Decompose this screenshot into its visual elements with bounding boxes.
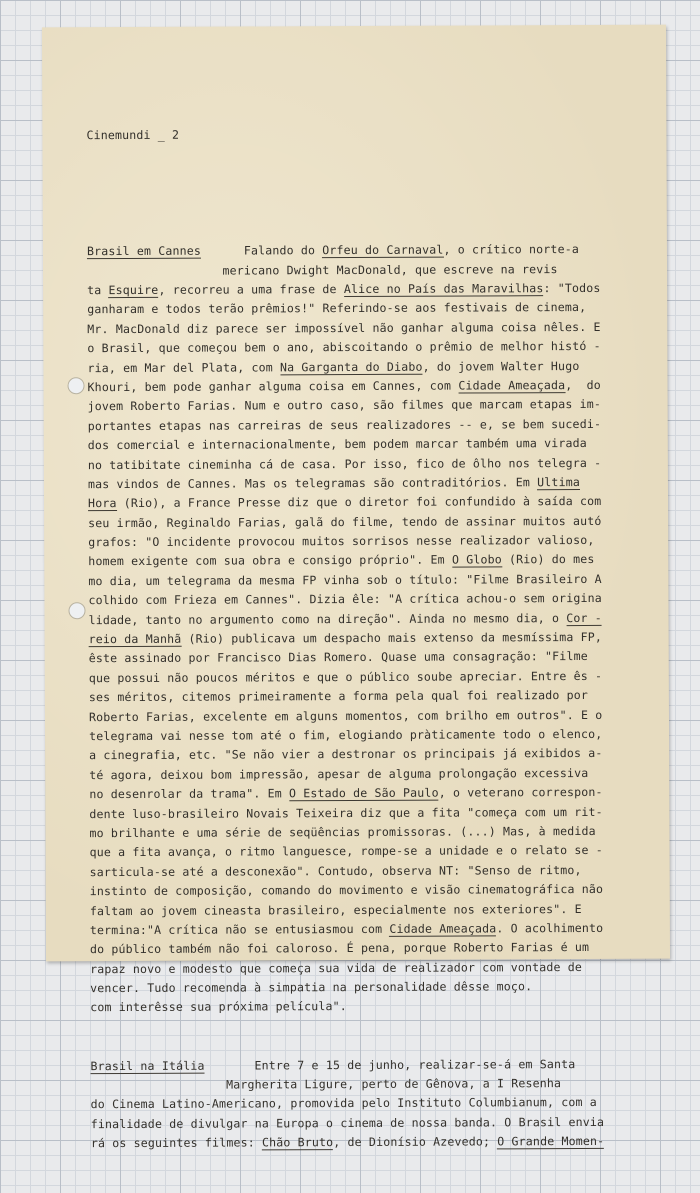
text-line [90, 841, 662, 863]
text-run: (Rio) do mes [501, 552, 595, 567]
text-run: finalidade de divulgar na Europa o cinema de nossa banda. O Brasil envia [90, 1114, 605, 1131]
underlined-title: Cidade Ameaçada [458, 378, 566, 393]
text-run: (Rio), a France Presse diz que o diretor foi confundido à saída com [116, 494, 602, 511]
text-line [88, 550, 660, 572]
text-line [87, 356, 659, 378]
text-run: . O acolhimento [496, 920, 604, 936]
text-run: Entre 7 e 15 de junho, realizar-se-á em Santa [204, 1056, 576, 1073]
text-run: mas vindos de Cannes. Mas os telegramas são contraditórios. Em [87, 475, 538, 492]
underlined-title: Alice no País das Maravilhas [343, 281, 544, 297]
text-line [91, 1093, 663, 1115]
page-body [86, 85, 663, 1193]
underlined-title: Esquire [108, 282, 159, 298]
text-run: que possui não poucos méritos e que o público soube apreciar. Entre ês - [88, 668, 603, 685]
underlined-title: O Globo [451, 552, 502, 568]
text-line [90, 860, 662, 882]
text-run: mo dia, um telegrama da mesma FP vinha sob o título: "Filme Brasileiro A [88, 571, 602, 589]
text-run: Falando do [201, 243, 323, 258]
underlined-title: O Estado de São Paulo [288, 785, 439, 801]
text-line [87, 337, 659, 359]
spacer [87, 182, 659, 204]
text-run: o Brasil, que começou bem o ano, abiscoitando o prêmio de melhor histó - [87, 339, 601, 356]
text-line [88, 570, 660, 592]
text-line [87, 298, 659, 320]
text-line [90, 938, 662, 960]
underlined-title: Cidade Ameaçada [389, 921, 497, 936]
text-run: ta [87, 283, 109, 298]
text-line [89, 802, 661, 824]
text-line [87, 317, 659, 339]
underlined-title: Orfeu do Carnaval [322, 242, 444, 258]
underlined-title: Brasil em Cannes [86, 243, 202, 259]
text-run: , do [565, 377, 601, 393]
text-run: dente luso-brasileiro Novais Teixeira diz que a fita "começa com um rit- [89, 804, 603, 821]
text-run: , o crítico norte-a [443, 242, 579, 257]
text-run: êste assinado por Francisco Dias Romero. Quase uma consagração: "Filme [88, 649, 588, 666]
underlined-title: Hora [88, 496, 117, 511]
text-run: do público também não foi caloroso. É pena, porque Roberto Farias é um [89, 940, 590, 957]
text-line [89, 666, 661, 688]
text-run: Margherita Ligure, perto de Gênova, a I Resenha [90, 1076, 562, 1093]
page-header: Cinemundi _ 2 [86, 127, 180, 142]
text-run: do Cinema Latino-Americano, promovida pelo Instituto Columbianum, com a [90, 1095, 597, 1112]
text-run: no desenrolar da trama". Em [89, 786, 289, 802]
text-run: mo brilhante e uma série de seqüências promissoras. (...) Mas, à medida [89, 823, 596, 841]
text-line [90, 880, 662, 902]
text-line [88, 434, 660, 456]
text-run: dos comercial e internacionalmente, bem podem marcar também uma virada [87, 436, 587, 453]
text-run: Khouri, bem pode ganhar alguma coisa em Cannes, com [87, 378, 459, 395]
text-line [89, 725, 661, 747]
text-run: , recorreu a uma frase de [158, 282, 344, 297]
text-line [87, 240, 659, 262]
text-run: mericano Dwight MacDonald, que escreve na revis [86, 261, 558, 278]
text-line [90, 1054, 662, 1076]
text-run: jovem Roberto Farias. Num e outro caso, são filmes que marcam etapas im- [87, 397, 602, 414]
text-line [88, 492, 660, 514]
text-run: , o veterano correspon- [438, 785, 603, 800]
underlined-title: Ultima [537, 474, 580, 490]
text-run: instinto de composição, comando do movimento e visão cinematográfica não [89, 882, 604, 899]
text-line [90, 996, 662, 1018]
text-line [91, 1132, 663, 1154]
text-line [89, 822, 661, 844]
text-line [89, 763, 661, 785]
text-line [87, 279, 659, 301]
text-run: , de Dionísio Azevedo; [333, 1134, 498, 1150]
underlined-title: Na Garganta do Diabo [279, 359, 423, 374]
underlined-title: Chão Bruto [261, 1135, 334, 1150]
text-run: termina:"A crítica não se entusiasmou com [89, 921, 390, 938]
text-line [91, 1112, 663, 1134]
underlined-title: Brasil na Itália [90, 1058, 205, 1073]
text-run: seu irmão, Reginaldo Farias, galã do filme, tendo de assinar muitos autó [88, 513, 602, 530]
text-line [90, 957, 662, 979]
text-run: no tatibitate cineminha cá de casa. Por isso, fico de ôlho nos telegra - [87, 455, 602, 472]
text-run: lidade, tanto no argumento como na direção". Ainda no mesmo dia, o [88, 610, 567, 627]
text-run: rapaz novo e modesto que começa sua vida de realizador com vontade de [90, 959, 583, 976]
section-brasil-em-cannes [87, 240, 662, 1018]
text-line [88, 414, 660, 436]
text-line [89, 647, 661, 669]
text-line [88, 511, 660, 533]
text-run: Roberto Farias, excelente em alguns momentos, com brilho em outros". E o [88, 707, 603, 724]
text-line [90, 977, 662, 999]
text-line [91, 1074, 663, 1096]
text-line [89, 783, 661, 805]
underlined-title: reio da Manhã [88, 631, 182, 647]
text-line [88, 531, 660, 553]
text-run: té agora, deixou bom impressão, apesar de alguma prolongação excessiva [89, 765, 589, 782]
text-run: com interêsse sua próxima película". [90, 999, 347, 1015]
text-line [88, 395, 660, 417]
text-line [88, 453, 660, 475]
text-run: ganharam e todos terão prêmios!" Referindo-se aos festivais de cinema, [87, 300, 587, 317]
text-run: portantes etapas nas carreiras de seus realizadores -- e, se bem sucedi- [87, 416, 602, 433]
text-line [87, 376, 659, 398]
underlined-title: Cor - [566, 610, 602, 625]
text-run: ria, em Mar del Plata, com [87, 359, 280, 375]
text-line [87, 259, 659, 281]
text-run: telegrama vai nesse tom até o fim, elogiando pràticamente todo o elenco, [89, 726, 603, 744]
text-line [88, 473, 660, 495]
text-run: rá os seguintes filmes: [90, 1135, 262, 1151]
text-line [90, 919, 662, 941]
text-run: faltam ao jovem cineasta brasileiro, especialmente nos exteriores". E [89, 901, 582, 918]
text-line [89, 705, 661, 727]
text-run: : "Todos [543, 280, 601, 296]
text-line [88, 589, 660, 611]
text-line [89, 686, 661, 708]
text-line [89, 608, 661, 630]
section-brasil-na-italia [90, 1054, 662, 1153]
text-run: ses méritos, citemos primeiramente a forma pela qual foi realizado por [88, 688, 589, 705]
text-line [89, 628, 661, 650]
text-run: vencer. Tudo recomenda à simpatia na personalidade dêsse moço. [90, 979, 561, 996]
text-run: a cinegrafia, etc. "Se não vier a destronar os principais já exibidos a- [89, 746, 603, 763]
text-run: , do jovem Walter Hugo [422, 358, 580, 374]
punch-hole [68, 602, 85, 619]
punch-hole [67, 377, 84, 394]
text-run: colhido com Frieza em Cannes". Dizia êle: "A crítica achou-o sem origina [88, 591, 602, 608]
text-run: sarticula-se até a desconexão". Contudo, observa NT: "Senso de ritmo, [89, 862, 582, 879]
text-run: grafos: "O incidente provocou muitos sorrisos nesse realizador valioso, [88, 533, 595, 550]
text-run: homem exigente com sua obra e consigo próprio". Em [88, 553, 452, 569]
text-run: Mr. MacDonald diz parece ser impossível não ganhar alguma coisa nêles. E [87, 319, 601, 336]
text-run: (Rio) publicava um despacho mais extenso da mesmíssima FP, [181, 629, 603, 646]
typewritten-page [42, 25, 670, 1151]
underlined-title: O Grande Momen- [497, 1134, 605, 1149]
text-line [90, 899, 662, 921]
text-line [89, 744, 661, 766]
text-run: que a fita avança, o ritmo languesce, rompe-se a unidade e o relato se - [89, 843, 603, 860]
